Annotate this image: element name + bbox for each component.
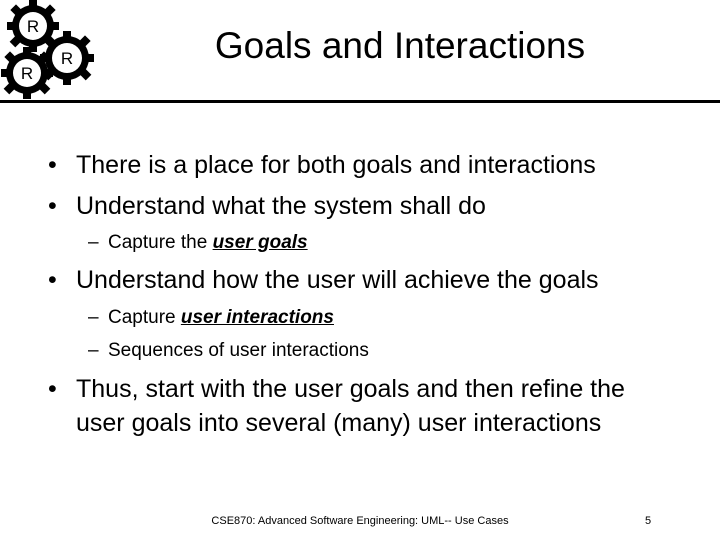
page-number: 5 — [645, 515, 652, 527]
sub-bullet-prefix: Capture — [108, 307, 181, 328]
emphasis-term: user interactions — [180, 307, 334, 328]
sub-bullet-item — [88, 338, 688, 364]
sub-bullet-text — [108, 230, 688, 256]
bullet-marker: • — [48, 375, 57, 403]
sub-bullet-marker: – — [88, 340, 99, 361]
bullet-item — [48, 148, 698, 182]
svg-text:R: R — [60, 49, 74, 68]
svg-text:R: R — [26, 17, 40, 36]
bullet-marker: • — [48, 266, 57, 294]
bullet-text: There is a place for both goals and interactions — [76, 151, 596, 179]
slide-title: Goals and Interactions — [214, 25, 586, 66]
bullet-text: Thus, start with the user goals and then refine the user goals into several (many) user interactions — [76, 375, 625, 437]
bullet-marker: • — [48, 151, 57, 179]
svg-text:R: R — [20, 64, 34, 83]
sub-bullet-item — [88, 305, 688, 331]
sub-bullet-prefix: Capture the — [108, 232, 213, 253]
footer-text: CSE870: Advanced Software Engineering: UML-- Use Cases — [211, 515, 509, 527]
bullet-text: Understand what the system shall do — [76, 192, 486, 220]
sub-bullet-marker: – — [88, 232, 99, 253]
sub-bullet-item — [88, 230, 688, 256]
bullet-item — [48, 189, 698, 223]
bullet-item — [48, 263, 698, 297]
bullet-text: Understand how the user will achieve the goals — [76, 266, 599, 294]
bullet-item — [48, 372, 678, 440]
sub-bullet-text: Sequences of user interactions — [108, 340, 369, 361]
sub-bullet-text — [108, 305, 688, 331]
emphasis-term: user goals — [212, 232, 308, 253]
sub-bullet-marker: – — [88, 307, 99, 328]
bullet-marker: • — [48, 192, 57, 220]
